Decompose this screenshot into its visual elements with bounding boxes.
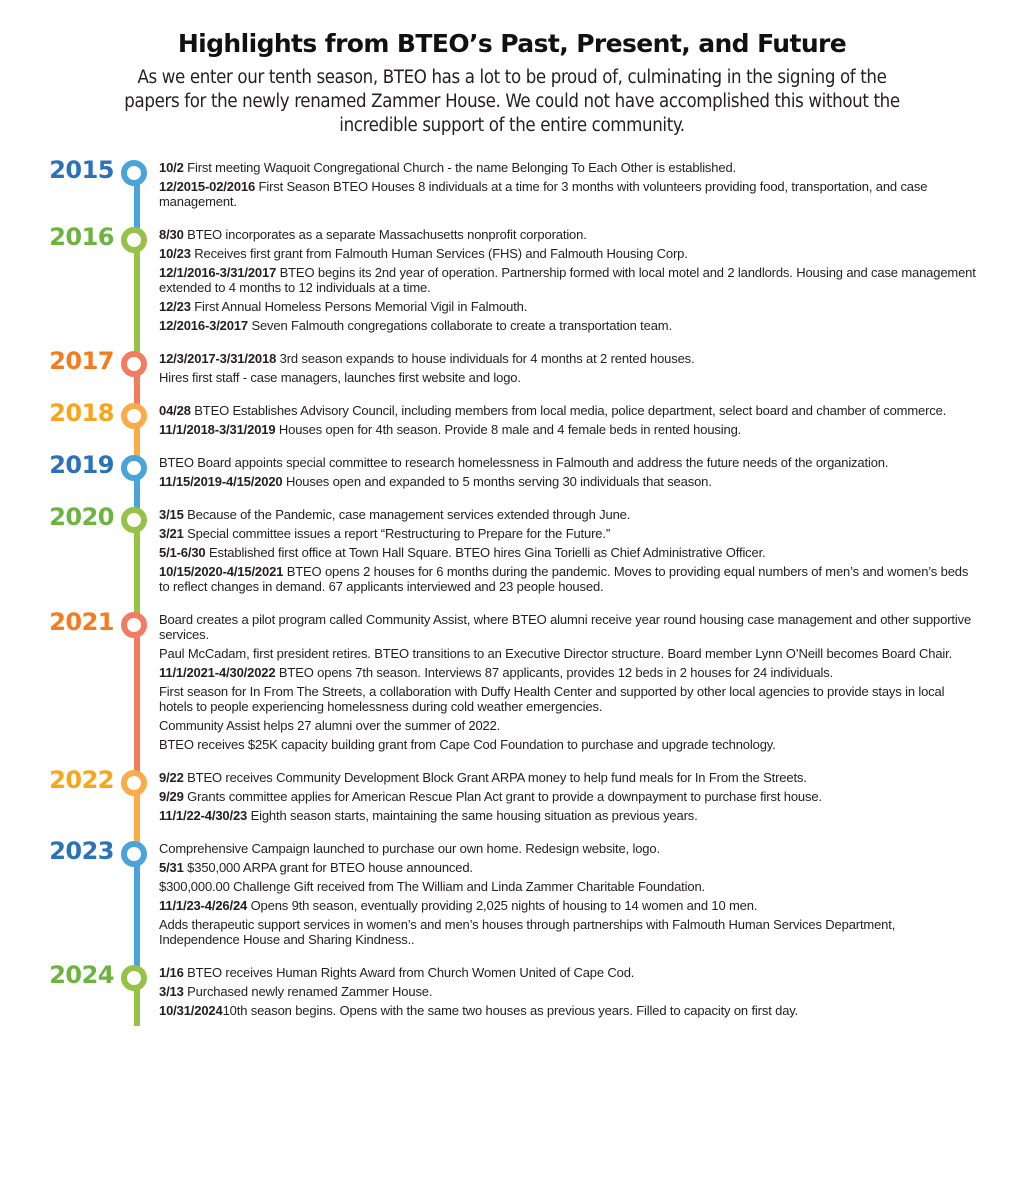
event-date: 9/29 — [159, 789, 184, 804]
event-list — [159, 399, 1024, 451]
event-item — [159, 526, 979, 541]
year-section-2022 — [0, 766, 1024, 837]
event-text: BTEO receives $25K capacity building grant from Cape Cod Foundation to purchase and upgrade technology. — [159, 737, 776, 752]
event-text: First Season BTEO Houses 8 individuals at a time for 3 months with volunteers providing food, transportation, and case management. — [159, 179, 928, 209]
event-text: BTEO opens 2 houses for 6 months during the pandemic. Moves to providing equal numbers of men’s and women’s beds to reflect changes in demand. 67 applicants interviewed and 23 people housed. — [159, 564, 969, 594]
event-text: First Annual Homeless Persons Memorial Vigil in Falmouth. — [190, 299, 528, 314]
event-text: Grants committee applies for American Rescue Plan Act grant to provide a downpayment to purchase first house. — [183, 789, 822, 804]
event-item — [159, 403, 979, 418]
event-text: Comprehensive Campaign launched to purchase our own home. Redesign website, logo. — [159, 841, 660, 856]
event-text: Houses open for 4th season. Provide 8 male and 4 female beds in rented housing. — [275, 422, 742, 437]
event-date: 12/1/2016-3/31/2017 — [159, 265, 277, 280]
event-text: Special committee issues a report “Restructuring to Prepare for the Future.” — [183, 526, 611, 541]
timeline-pin-icon — [121, 770, 147, 796]
year-label: 2016 — [49, 223, 114, 251]
event-list — [159, 156, 1024, 223]
year-label: 2015 — [49, 156, 114, 184]
timeline-connector-line — [134, 851, 140, 973]
event-date: 12/2016-3/2017 — [159, 318, 248, 333]
event-text: BTEO Board appoints special committee to research homelessness in Falmouth and address the future needs of the organization. — [159, 455, 889, 470]
year-section-2017 — [0, 347, 1024, 399]
year-label: 2020 — [49, 503, 114, 531]
timeline-pin-icon — [121, 160, 147, 186]
timeline-pin-icon — [121, 403, 147, 429]
event-text: BTEO begins its 2nd year of operation. Partnership formed with local motel and 2 landlords. Housing and case management extended to 4 months to 12 individuals at a time. — [159, 265, 976, 295]
event-text: Adds therapeutic support services in women’s and men’s houses through partnerships with Falmouth Human Services Department, Independence House and Sharing Kindness.. — [159, 917, 896, 947]
event-item — [159, 841, 979, 856]
event-text: Board creates a pilot program called Community Assist, where BTEO alumni receive year round housing case management and other supportive services. — [159, 612, 972, 642]
event-text: Seven Falmouth congregations collaborate to create a transportation team. — [247, 318, 672, 333]
event-text: Paul McCadam, first president retires. BTEO transitions to an Executive Director structure. Board member Lynn O’Neill becomes Board Chair. — [159, 646, 953, 661]
event-list — [159, 223, 1024, 347]
event-item — [159, 246, 979, 261]
event-text: BTEO incorporates as a separate Massachusetts nonprofit corporation. — [183, 227, 587, 242]
event-text: Houses open and expanded to 5 months serving 30 individuals that season. — [282, 474, 712, 489]
year-label: 2019 — [49, 451, 114, 479]
year-label: 2024 — [49, 961, 114, 989]
event-text: First meeting Waquoit Congregational Church - the name Belonging To Each Other is established. — [183, 160, 736, 175]
event-date: 10/15/2020-4/15/2021 — [159, 564, 284, 579]
event-text: Receives first grant from Falmouth Human Services (FHS) and Falmouth Housing Corp. — [190, 246, 688, 261]
event-date: 11/1/22-4/30/23 — [159, 808, 248, 823]
timeline — [0, 156, 1024, 1032]
event-date: 10/23 — [159, 246, 191, 261]
timeline-connector-line — [134, 237, 140, 359]
event-item — [159, 770, 979, 785]
event-item — [159, 789, 979, 804]
year-section-2020 — [0, 503, 1024, 608]
event-date: 11/1/2018-3/31/2019 — [159, 422, 276, 437]
timeline-pin-icon — [121, 507, 147, 533]
event-date: 12/23 — [159, 299, 191, 314]
event-date: 10/2 — [159, 160, 184, 175]
event-date: 3/13 — [159, 984, 184, 999]
event-date: 11/1/23-4/26/24 — [159, 898, 248, 913]
timeline-pin-icon — [121, 455, 147, 481]
event-date: 8/30 — [159, 227, 184, 242]
event-item — [159, 318, 979, 333]
event-date: 12/2015-02/2016 — [159, 179, 256, 194]
event-text: 10th season begins. Opens with the same two houses as previous years. Filled to capacity on first day. — [222, 1003, 799, 1018]
event-item — [159, 984, 979, 999]
event-item — [159, 455, 979, 470]
page-title: Highlights from BTEO’s Past, Present, and Future — [177, 29, 847, 58]
year-section-2015 — [0, 156, 1024, 223]
year-section-2018 — [0, 399, 1024, 451]
event-text: $300,000.00 Challenge Gift received from The William and Linda Zammer Charitable Foundation. — [159, 879, 705, 894]
timeline-pin-icon — [121, 841, 147, 867]
event-text: Hires first staff - case managers, launches first website and logo. — [159, 370, 521, 385]
event-item — [159, 898, 979, 913]
event-text: BTEO receives Human Rights Award from Church Women United of Cape Cod. — [183, 965, 635, 980]
timeline-pin-icon — [121, 612, 147, 638]
timeline-pin-icon — [121, 227, 147, 253]
year-label: 2018 — [49, 399, 114, 427]
event-item — [159, 860, 979, 875]
event-item — [159, 422, 979, 437]
event-date: 10/31/2024 — [159, 1003, 223, 1018]
event-item — [159, 665, 979, 680]
event-date: 5/31 — [159, 860, 184, 875]
event-date: 1/16 — [159, 965, 184, 980]
event-text: Because of the Pandemic, case management services extended through June. — [183, 507, 631, 522]
timeline-pin-icon — [121, 965, 147, 991]
event-item — [159, 808, 979, 823]
event-list — [159, 608, 1024, 766]
year-section-2016 — [0, 223, 1024, 347]
event-list — [159, 347, 1024, 399]
event-date: 04/28 — [159, 403, 191, 418]
event-item — [159, 351, 979, 366]
event-text: Eighth season starts, maintaining the same housing situation as previous years. — [247, 808, 698, 823]
year-section-2021 — [0, 608, 1024, 766]
event-text: Community Assist helps 27 alumni over the summer of 2022. — [159, 718, 501, 733]
page-header — [0, 0, 1024, 138]
event-text: Established first office at Town Hall Square. BTEO hires Gina Torielli as Chief Administrative Officer. — [205, 545, 766, 560]
event-text: First season for In From The Streets, a collaboration with Duffy Health Center and supported by other local agencies to provide stays in local hotels to people experiencing homelessness during cold weather emergencies. — [159, 684, 945, 714]
timeline-pin-icon — [121, 351, 147, 377]
year-label: 2017 — [49, 347, 114, 375]
event-text: $350,000 ARPA grant for BTEO house announced. — [183, 860, 473, 875]
year-section-2019 — [0, 451, 1024, 503]
event-item — [159, 474, 979, 489]
event-list — [159, 766, 1024, 837]
event-item — [159, 612, 979, 642]
year-label: 2023 — [49, 837, 114, 865]
event-item — [159, 564, 979, 594]
event-item — [159, 299, 979, 314]
event-date: 12/3/2017-3/31/2018 — [159, 351, 277, 366]
event-item — [159, 684, 979, 714]
timeline-connector-line — [134, 622, 140, 778]
event-list — [159, 503, 1024, 608]
event-item — [159, 879, 979, 894]
intro-paragraph: As we enter our tenth season, BTEO has a lot to be proud of, culminating in the signing of the papers for the newly renamed Zammer House. We could not have accomplished this without the incredible support of the entire community. — [124, 67, 900, 136]
event-item — [159, 646, 979, 661]
event-item — [159, 917, 979, 947]
event-text: Opens 9th season, eventually providing 2,025 nights of housing to 14 women and 10 men. — [247, 898, 758, 913]
year-label: 2022 — [49, 766, 114, 794]
event-item — [159, 965, 979, 980]
event-item — [159, 160, 979, 175]
event-item — [159, 179, 979, 209]
event-item — [159, 1003, 979, 1018]
year-section-2024 — [0, 961, 1024, 1032]
event-text: BTEO opens 7th season. Interviews 87 applicants, provides 12 beds in 2 houses for 24 individuals. — [275, 665, 834, 680]
event-text: Purchased newly renamed Zammer House. — [183, 984, 433, 999]
event-list — [159, 961, 1024, 1032]
event-list — [159, 837, 1024, 961]
event-date: 9/22 — [159, 770, 184, 785]
event-text: 3rd season expands to house individuals for 4 months at 2 rented houses. — [276, 351, 695, 366]
event-text: BTEO Establishes Advisory Council, including members from local media, police department, select board and chamber of commerce. — [190, 403, 947, 418]
event-item — [159, 545, 979, 560]
event-list — [159, 451, 1024, 503]
event-date: 5/1-6/30 — [159, 545, 206, 560]
event-item — [159, 265, 979, 295]
event-date: 11/15/2019-4/15/2020 — [159, 474, 283, 489]
year-label: 2021 — [49, 608, 114, 636]
event-text: BTEO receives Community Development Block Grant ARPA money to help fund meals for In From the Streets. — [183, 770, 807, 785]
event-item — [159, 227, 979, 242]
event-item — [159, 737, 979, 752]
event-date: 3/21 — [159, 526, 184, 541]
event-item — [159, 718, 979, 733]
event-date: 11/1/2021-4/30/2022 — [159, 665, 276, 680]
event-date: 3/15 — [159, 507, 184, 522]
year-section-2023 — [0, 837, 1024, 961]
event-item — [159, 507, 979, 522]
event-item — [159, 370, 979, 385]
